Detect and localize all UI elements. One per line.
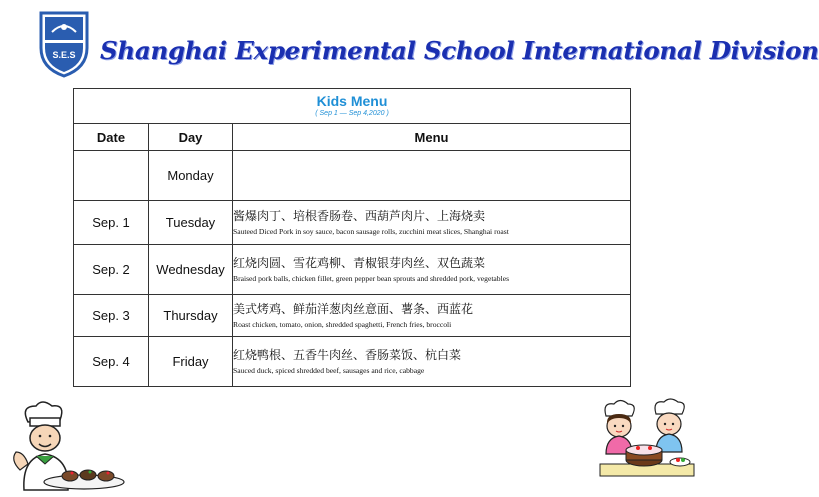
row-menu <box>233 245 631 295</box>
menu-zh: 红烧肉圆、雪花鸡柳、青椒银芽肉丝、双色蔬菜 <box>233 255 486 270</box>
header-row <box>74 124 631 151</box>
row-date <box>74 151 149 201</box>
menu-en: Braised pork balls, chicken fillet, green pepper bean sprouts and shredded pork, vegetables <box>233 273 510 283</box>
menu-en: Roast chicken, tomato, onion, shredded spaghetti, French fries, broccoli <box>233 319 452 329</box>
row-date: Sep. 1 <box>74 201 149 245</box>
kids-chefs-cartoon-icon <box>598 398 696 478</box>
table-row <box>74 337 631 387</box>
row-menu <box>233 295 631 337</box>
table-row <box>74 245 631 295</box>
table-row <box>74 151 631 201</box>
school-name: Shanghai Experimental School International Division <box>100 36 819 65</box>
row-menu <box>233 151 631 201</box>
row-date: Sep. 2 <box>74 245 149 295</box>
row-day: Monday <box>149 151 233 201</box>
title-cell <box>74 89 631 124</box>
row-day: Wednesday <box>149 245 233 295</box>
column-header-menu: Menu <box>233 124 631 151</box>
row-date: Sep. 4 <box>74 337 149 387</box>
menu-zh: 红烧鸭根、五香牛肉丝、香肠菜饭、杭白菜 <box>233 347 462 362</box>
menu-table <box>73 88 631 387</box>
menu-en: Sauced duck, spiced shredded beef, sausages and rice, cabbage <box>233 365 425 375</box>
column-header-date: Date <box>74 124 149 151</box>
row-date: Sep. 3 <box>74 295 149 337</box>
logo-text: S.E.S <box>52 50 76 60</box>
chef-cartoon-icon <box>6 400 126 492</box>
table-row <box>74 295 631 337</box>
menu-zh: 美式烤鸡、鲜茄洋葱肉丝意面、薯条、西蓝花 <box>233 301 474 316</box>
menu-title: Kids Menu <box>316 93 388 109</box>
row-day: Friday <box>149 337 233 387</box>
menu-date-range: ( Sep 1 — Sep 4,2020 ) <box>315 110 389 117</box>
menu-zh: 酱爆肉丁、培根香肠卷、西葫芦肉片、上海烧卖 <box>233 208 486 223</box>
row-day: Thursday <box>149 295 233 337</box>
title-row <box>74 89 631 124</box>
table-row <box>74 201 631 245</box>
row-menu <box>233 201 631 245</box>
school-shield-logo-icon <box>38 10 90 78</box>
page-header <box>0 0 819 88</box>
row-day: Tuesday <box>149 201 233 245</box>
row-menu <box>233 337 631 387</box>
column-header-day: Day <box>149 124 233 151</box>
menu-en: Sauteed Diced Pork in soy sauce, bacon sausage rolls, zucchini meat slices, Shanghai roast <box>233 226 509 236</box>
